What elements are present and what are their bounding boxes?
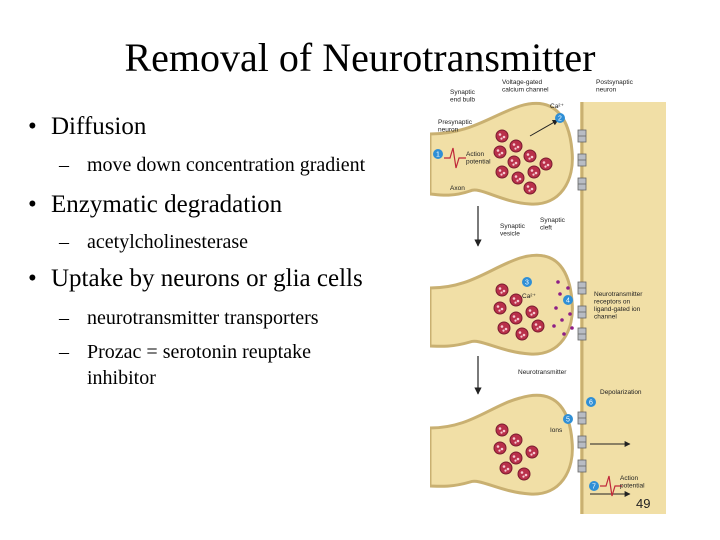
bullet-dot: • [28,113,37,140]
step-number: 3 [525,279,529,287]
sub-bullet-dash: – [59,154,69,176]
page-number: 49 [636,496,651,511]
sub-bullet-dash: – [59,231,69,253]
label-nt-receptors: Neurotransmitter receptors on ligand-gated ion channel [594,291,643,321]
bullet-text: Enzymatic degradation [51,191,283,218]
label-presynaptic-neuron: Presynaptic neuron [438,119,472,134]
slide-title: Removal of Neurotransmitter [124,35,596,80]
step-number: 7 [592,483,596,491]
label-voltage-gated-channel: Voltage-gated calcium channel [502,79,549,94]
sub-bullet-text: neurotransmitter transporters [87,307,319,329]
label-ions: Ions [550,427,563,434]
step-number: 5 [566,416,570,424]
label-action-potential-2: Action potential [620,475,645,490]
sub-bullet-text: Prozac = serotonin reuptake [87,341,311,363]
sub-bullet-text: acetylcholinesterase [87,231,249,253]
step-number: 4 [566,297,570,305]
sub-bullet-dash: – [59,341,69,363]
label-axon: Axon [450,185,465,192]
step-number: 2 [558,115,562,123]
step-number: 6 [589,399,593,407]
synapse-diagram [430,76,666,514]
label-synaptic-cleft: Synaptic cleft [540,217,565,232]
label-action-potential: Action potential [466,151,491,166]
label-postsynaptic-neuron: Postsynaptic neuron [596,79,633,94]
sub-bullet-dash: – [59,307,69,329]
label-ca-mid: Ca²⁺ [522,293,536,300]
label-ca-top: Ca²⁺ [550,103,564,110]
bullet-text: Uptake by neurons or glia cells [51,265,363,292]
bullet-text: Diffusion [51,113,147,140]
label-depolarization: Depolarization [600,389,642,396]
label-synaptic-vesicle: Synaptic vesicle [500,223,525,238]
bullet-dot: • [28,191,37,218]
label-neurotransmitter: Neurotransmitter [518,369,567,376]
step-number: 1 [436,151,440,159]
sub-bullet-text: move down concentration gradient [87,154,366,176]
sub-bullet-text: inhibitor [87,367,156,389]
label-synaptic-end-bulb: Synaptic end bulb [450,89,475,104]
bullet-dot: • [28,265,37,292]
